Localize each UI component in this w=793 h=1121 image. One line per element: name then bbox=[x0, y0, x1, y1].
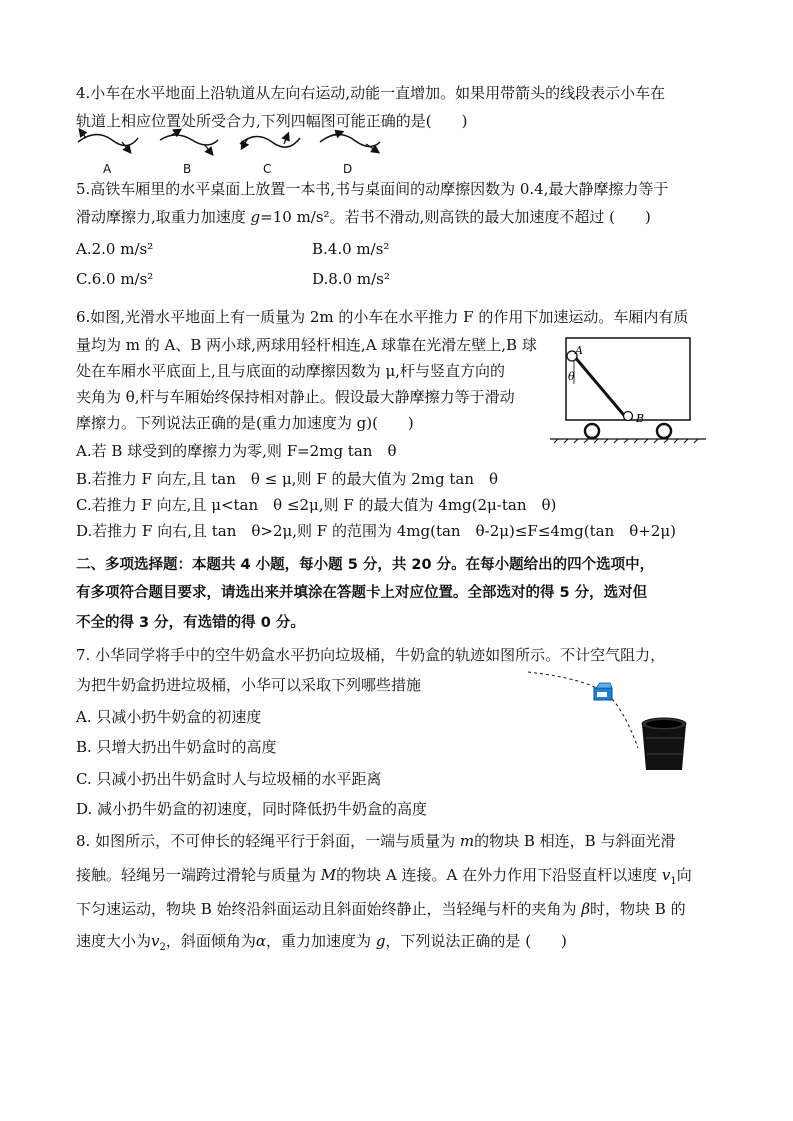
q7-line-2: 为把牛奶盒扔进垃圾桶，小华可以采取下列哪些措施 bbox=[76, 676, 422, 694]
q6-line-3: 处在车厢水平底面上,且与底面的动摩擦因数为 μ,杆与竖直方向的 bbox=[76, 362, 506, 380]
section-2-line-2: 有多项符合题目要求，请选出来并填涂在答题卡上对应位置。全部选对的得 5 分，选对但 bbox=[76, 585, 648, 601]
q5-line-1: 5.高铁车厢里的水平桌面上放置一本书,书与桌面间的动摩擦因数为 0.4,最大静摩擦力等于 bbox=[76, 180, 669, 198]
label-theta: θ bbox=[568, 370, 575, 383]
q7-option-c: C. 只减小扔出牛奶盒时人与垃圾桶的水平距离 bbox=[76, 770, 382, 788]
q6-line-5: 摩擦力。下列说法正确的是(重力加速度为 g)( ) bbox=[76, 414, 414, 432]
q4-label-c: C bbox=[263, 162, 272, 176]
q5-line-2: 滑动摩擦力,取重力加速度 g=10 m/s²。若书不滑动,则高铁的最大加速度不超过 ( ) bbox=[76, 208, 651, 226]
q6-option-b: B.若推力 F 向左,且 tan θ ≤ μ,则 F 的最大值为 2mg tan θ bbox=[76, 470, 499, 488]
q4-label-d: D bbox=[343, 162, 353, 176]
q7-option-d: D. 减小扔牛奶盒的初速度，同时降低扔牛奶盒的高度 bbox=[76, 800, 428, 818]
q5-option-b: B.4.0 m/s² bbox=[312, 240, 390, 258]
trash-bin-icon bbox=[642, 718, 686, 770]
q7-trajectory-figure bbox=[522, 668, 702, 778]
q4-force-c2 bbox=[284, 134, 288, 144]
q4-track-a bbox=[78, 134, 138, 145]
q6-cart-figure bbox=[550, 334, 710, 446]
milk-box-trajectory bbox=[528, 672, 638, 748]
q8-line-3: 下匀速运动，物块 B 始终沿斜面运动且斜面始终静止，当轻绳与杆的夹角为 β时，物块 B 的 bbox=[76, 900, 686, 918]
cart-wheel-right bbox=[657, 424, 671, 438]
q4-force-a1 bbox=[80, 130, 86, 138]
q4-line-2: 轨道上相应位置处所受合力,下列四幅图可能正确的是( ) bbox=[76, 112, 468, 130]
q4-label-b: B bbox=[183, 162, 192, 176]
q8-line-4: 速度大小为$v_2$，斜面倾角为α，重力加速度为 g，下列说法正确的是 ( ) bbox=[76, 932, 567, 953]
q7-option-a: A. 只减小扔牛奶盒的初速度 bbox=[76, 708, 262, 726]
q4-line-1: 4.小车在水平地面上沿轨道从左向右运动,动能一直增加。如果用带箭头的线段表示小车在 bbox=[76, 84, 666, 102]
q7-option-b: B. 只增大扔出牛奶盒时的高度 bbox=[76, 738, 277, 756]
q6-line-4: 夹角为 θ,杆与车厢始终保持相对静止。假设最大静摩擦力等于滑动 bbox=[76, 388, 515, 406]
cart-wheel-left bbox=[585, 424, 599, 438]
q4-track-c bbox=[240, 136, 300, 147]
q4-track-d bbox=[320, 134, 380, 146]
cart-body bbox=[566, 338, 690, 420]
q6-line-1: 6.如图,光滑水平地面上有一质量为 2m 的小车在水平推力 F 的作用下加速运动。车厢内有质 bbox=[76, 308, 689, 326]
q6-line-2: 量均为 m 的 A、B 两小球,两球用轻杆相连,A 球靠在光滑左壁上,B 球 bbox=[76, 336, 537, 354]
q8-line-2: 接触。轻绳另一端跨过滑轮与质量为 M的物块 A 连接。A 在外力作用下沿竖直杆以速度 $v_1$向 bbox=[76, 866, 692, 887]
q5-option-a: A.2.0 m/s² bbox=[76, 240, 154, 258]
q4-track-b bbox=[160, 135, 218, 145]
q6-option-d: D.若推力 F 向右,且 tan θ>2μ,则 F 的范围为 4mg(tan θ-2μ)≤F≤4mg(tan θ+2μ) bbox=[76, 522, 676, 540]
ball-b bbox=[624, 412, 633, 421]
milk-box-icon bbox=[594, 683, 612, 700]
label-b: B bbox=[636, 412, 645, 425]
q5-option-d: D.8.0 m/s² bbox=[312, 270, 390, 288]
section-2-line-1: 二、多项选择题：本题共 4 小题，每小题 5 分，共 20 分。在每小题给出的四个选项中， bbox=[76, 557, 655, 573]
q8-line-1: 8. 如图所示，不可伸长的轻绳平行于斜面，一端与质量为 m的物块 B 相连，B 与斜面光滑 bbox=[76, 832, 676, 850]
q5-option-c: C.6.0 m/s² bbox=[76, 270, 154, 288]
q4-force-a2 bbox=[122, 142, 130, 152]
section-2-line-3: 不全的得 3 分，有选错的得 0 分。 bbox=[76, 615, 305, 631]
q6-option-c: C.若推力 F 向左,且 μ<tan θ ≤2μ,则 F 的最大值为 4mg(2μ-tan θ) bbox=[76, 496, 557, 514]
q4-label-a: A bbox=[103, 162, 112, 176]
q6-option-a: A.若 B 球受到的摩擦力为零,则 F=2mg tan θ bbox=[76, 442, 397, 460]
q7-line-1: 7. 小华同学将手中的空牛奶盒水平扔向垃圾桶，牛奶盒的轨迹如图所示。不计空气阻力， bbox=[76, 646, 666, 664]
label-a: A bbox=[575, 344, 583, 357]
